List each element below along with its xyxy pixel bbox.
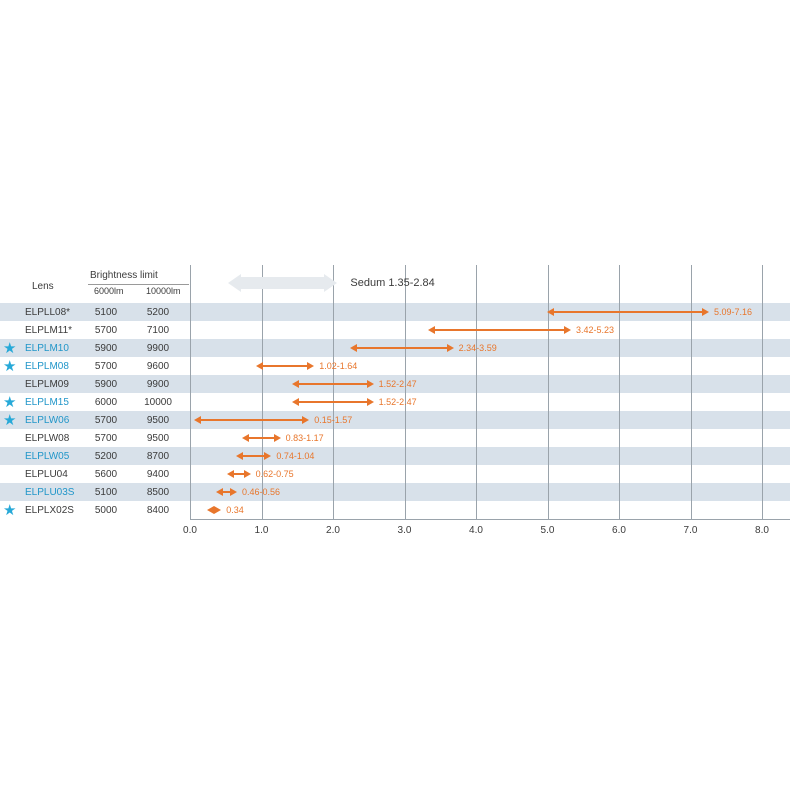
- lens-name: ELPLU04: [25, 469, 68, 480]
- range-line: [223, 491, 230, 493]
- range-line: [243, 455, 264, 457]
- star-icon: ★: [3, 502, 17, 519]
- range-line: [554, 311, 702, 313]
- table-row: [190, 501, 790, 519]
- brightness-10000lm-value: 9900: [146, 379, 170, 390]
- range-value-label: 0.46-0.56: [242, 487, 281, 497]
- arrow-left-icon: [350, 344, 357, 352]
- brightness-10000lm-value: 8400: [146, 505, 170, 516]
- range-line: [201, 419, 303, 421]
- range-value-label: 2.34-3.59: [458, 343, 497, 353]
- arrow-right-icon: [302, 416, 309, 424]
- sedum-arrow-left-icon: [228, 274, 241, 292]
- x-axis-tick-label: 0.0: [183, 525, 197, 536]
- range-value-label: 0.74-1.04: [276, 451, 315, 461]
- arrow-left-icon: [207, 506, 214, 514]
- header-lens: Lens: [32, 281, 54, 292]
- lens-name: ELPLL08*: [25, 307, 71, 318]
- arrow-left-icon: [227, 470, 234, 478]
- brightness-6000lm-value: 5700: [94, 325, 118, 336]
- arrow-right-icon: [274, 434, 281, 442]
- star-icon: ★: [3, 412, 17, 429]
- range-value-label: 1.52-2.47: [378, 397, 417, 407]
- brightness-6000lm-value: 5900: [94, 379, 118, 390]
- header-10000lm: 10000lm: [146, 286, 181, 296]
- range-value-label: 1.52-2.47: [378, 379, 417, 389]
- sedum-arrow-right-icon: [324, 274, 337, 292]
- sedum-range-bar: [241, 277, 324, 289]
- brightness-10000lm-value: 7100: [146, 325, 170, 336]
- arrow-left-icon: [236, 452, 243, 460]
- brightness-10000lm-value: 9500: [146, 433, 170, 444]
- range-line: [299, 401, 367, 403]
- plot-area: [183, 265, 790, 536]
- table-row: [190, 393, 790, 411]
- lens-name: ELPLX02S: [25, 505, 74, 516]
- range-value-label: 5.09-7.16: [713, 307, 752, 317]
- brightness-6000lm-value: 5700: [94, 433, 118, 444]
- range-value-label: 3.42-5.23: [575, 325, 614, 335]
- lens-name: ELPLM08: [25, 361, 69, 372]
- arrow-left-icon: [292, 380, 299, 388]
- arrow-right-icon: [367, 398, 374, 406]
- header-brightness-limit: Brightness limit: [90, 270, 158, 281]
- gridline: [262, 265, 263, 519]
- range-line: [263, 365, 307, 367]
- table-row: [190, 375, 790, 393]
- brightness-6000lm-value: 5100: [94, 307, 118, 318]
- star-icon: ★: [3, 394, 17, 411]
- brightness-10000lm-value: 9500: [146, 415, 170, 426]
- brightness-6000lm-value: 5700: [94, 415, 118, 426]
- lens-name: ELPLW06: [25, 415, 70, 426]
- brightness-6000lm-value: 5600: [94, 469, 118, 480]
- arrow-right-icon: [307, 362, 314, 370]
- gridline: [405, 265, 406, 519]
- lens-name: ELPLM15: [25, 397, 69, 408]
- x-axis-tick-label: 1.0: [254, 525, 269, 536]
- arrow-left-icon: [428, 326, 435, 334]
- x-axis-tick-label: 2.0: [326, 525, 340, 536]
- x-axis-tick-label: 8.0: [755, 525, 769, 536]
- brightness-10000lm-value: 9400: [146, 469, 170, 480]
- x-axis-tick-label: 4.0: [469, 525, 483, 536]
- range-line: [249, 437, 273, 439]
- star-icon: ★: [3, 358, 17, 375]
- brightness-6000lm-value: 5900: [94, 343, 118, 354]
- lens-name: ELPLM11*: [25, 325, 73, 336]
- brightness-10000lm-value: 9900: [146, 343, 170, 354]
- range-value-label: 0.83-1.17: [285, 433, 324, 443]
- arrow-left-icon: [216, 488, 223, 496]
- brightness-10000lm-value: 8500: [146, 487, 170, 498]
- gridline: [190, 265, 191, 519]
- x-axis-tick-label: 7.0: [683, 525, 698, 536]
- brightness-6000lm-value: 5100: [94, 487, 118, 498]
- arrow-right-icon: [564, 326, 571, 334]
- sedum-label: Sedum 1.35-2.84: [350, 277, 435, 289]
- range-line: [234, 473, 243, 475]
- brightness-6000lm-value: 5000: [94, 505, 118, 516]
- arrow-right-icon: [214, 506, 221, 514]
- x-axis: [190, 519, 790, 520]
- lens-name: ELPLW05: [25, 451, 70, 462]
- range-value-label: 0.34: [226, 505, 244, 515]
- range-line: [435, 329, 564, 331]
- x-axis-tick-label: 3.0: [397, 525, 412, 536]
- brightness-6000lm-value: 5700: [94, 361, 118, 372]
- arrow-left-icon: [547, 308, 554, 316]
- brightness-10000lm-value: 9600: [146, 361, 170, 372]
- lens-name: ELPLM09: [25, 379, 69, 390]
- range-value-label: 0.15-1.57: [314, 415, 353, 425]
- arrow-left-icon: [256, 362, 263, 370]
- gridline: [619, 265, 620, 519]
- gridline: [691, 265, 692, 519]
- arrow-right-icon: [230, 488, 237, 496]
- arrow-left-icon: [242, 434, 249, 442]
- arrow-left-icon: [292, 398, 299, 406]
- arrow-right-icon: [447, 344, 454, 352]
- gridline: [333, 265, 334, 519]
- lens-name: ELPLU03S: [25, 487, 75, 498]
- range-value-label: 1.02-1.64: [319, 361, 358, 371]
- arrow-right-icon: [367, 380, 374, 388]
- gridline: [548, 265, 549, 519]
- lens-name: ELPLW08: [25, 433, 70, 444]
- x-axis-tick-label: 5.0: [540, 525, 555, 536]
- arrow-right-icon: [264, 452, 271, 460]
- arrow-right-icon: [702, 308, 709, 316]
- gridline: [762, 265, 763, 519]
- arrow-left-icon: [194, 416, 201, 424]
- arrow-right-icon: [244, 470, 251, 478]
- brightness-10000lm-value: 5200: [146, 307, 170, 318]
- gridline: [476, 265, 477, 519]
- x-axis-tick-label: 6.0: [612, 525, 626, 536]
- brightness-10000lm-value: 8700: [146, 451, 170, 462]
- star-icon: ★: [3, 340, 17, 357]
- range-line: [299, 383, 367, 385]
- brightness-10000lm-value: 10000: [144, 397, 172, 408]
- range-value-label: 0.62-0.75: [255, 469, 294, 479]
- header-divider: [88, 284, 189, 285]
- brightness-6000lm-value: 5200: [94, 451, 118, 462]
- lens-name: ELPLM10: [25, 343, 69, 354]
- header-6000lm: 6000lm: [94, 286, 124, 296]
- brightness-6000lm-value: 6000: [94, 397, 118, 408]
- range-line: [357, 347, 446, 349]
